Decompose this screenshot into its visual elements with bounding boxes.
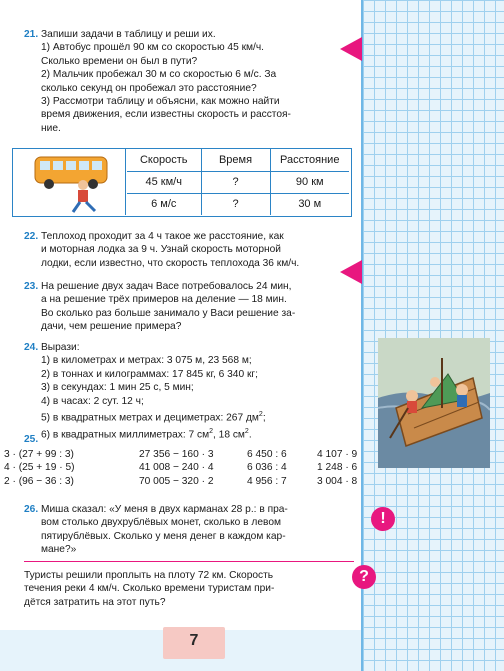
task-text: Во сколько раз больше занимало у Васи решение за- [41,307,296,319]
raft-illustration [378,338,490,468]
task-number: 23. [24,281,39,292]
task-text: Миша сказал: «У меня в двух карманах 28 р.: в пра- [41,504,288,515]
table-cell: 6 м/с [127,193,201,215]
task-text: На решение двух задач Васе потребовалось 24 мин, [41,281,292,292]
task-number: 24. [24,342,39,353]
header-distance: Расстояние [270,149,349,171]
grid-margin [361,0,504,671]
example: 4 107 · 9 [317,449,358,460]
bus-and-boy-picture [13,149,126,215]
task-text: Туристы решили проплыть на плоту 72 км. Скорость [24,570,274,581]
task-text: 1) в километрах и метрах: 3 075 м, 23 568 м; [41,355,252,367]
table-cell: 45 км/ч [127,171,201,193]
task-number: 26. [24,504,39,515]
task-number: 25. [24,434,39,445]
examples-column [247,448,287,488]
task-text: дачи, чем решение примера? [41,321,182,333]
task-text: 3) Рассмотри таблицу и объясни, как можно найти [41,96,280,108]
examples-column [317,448,357,488]
example: 2 · (96 − 36 : 3) [4,475,74,487]
alert-icon: ! [371,507,395,531]
table-cell: 90 км [270,171,349,193]
example: 3 · (27 + 99 : 3) [4,449,74,460]
question-icon: ? [352,565,376,589]
task-text: течения реки 4 км/ч. Сколько времени туристам при- [24,583,275,595]
task-text: 1) Автобус прошёл 90 км со скоростью 45 км/ч. [41,42,265,54]
page-number: 7 [163,627,225,659]
example: 4 956 : 7 [247,475,287,487]
task-text [24,408,358,425]
task-25-label [24,433,358,446]
example: 70 005 − 320 · 2 [139,475,214,487]
header-speed: Скорость [127,149,201,171]
task-text: Запиши задачи в таблицу и реши их. [41,29,216,40]
task-text: ; [262,412,266,424]
table-header-row [127,149,349,171]
task-number: 22. [24,231,39,242]
task-text: сколько секунд он пробежал это расстояние? [41,82,257,94]
task-text: Сколько времени он был в пути? [41,55,198,67]
example: 3 004 · 8 [317,475,358,487]
data-table [127,149,349,215]
task-text: дётся затратить на этот путь? [24,596,166,608]
task-23 [24,280,358,334]
task-text: 5) в квадратных метрах и дециметрах: 267 дм [41,412,259,424]
superscript: 2 [244,427,249,435]
task-text: а на решение трёх примеров на деление — 18 мин. [41,294,287,306]
task-text: и моторная лодка за 9 ч. Узнай скорость моторной [41,244,281,256]
example: 1 248 · 6 [317,462,358,474]
superscript: 2 [209,427,213,435]
table-cell: ? [201,193,270,215]
task-number: 21. [24,29,39,40]
task-text: время движения, если известны скорость и расстоя- [41,109,291,121]
example: 6 036 : 4 [247,462,287,474]
table-row [127,171,349,193]
task-text: 2) в тоннах и килограммах: 17 845 кг, 6 340 кг; [41,368,258,380]
task-text: вом столько двухрублёвых монет, сколько в левом [41,517,281,529]
task-text: пятирублёвых. Сколько у меня денег в каждом кар- [41,530,286,542]
bus-icon [13,149,125,215]
task-24 [24,341,358,442]
superscript: 2 [258,411,263,419]
task-text: Вырази: [41,342,80,353]
examples-column [4,448,75,488]
task-text: 4) в часах: 2 сут. 12 ч; [41,395,144,407]
table-cell: ? [201,171,270,193]
task-text: ние. [41,122,61,134]
task-text: , 18 см [213,429,245,441]
task-text: 3) в секундах: 1 мин 25 с, 5 мин; [41,382,194,394]
task-text: . [248,429,252,441]
task-text: лодки, если известно, что скорость теплохода 36 км/ч. [41,257,300,269]
bonus-divider [24,561,354,562]
task-22 [24,230,358,270]
task-26 [24,503,358,557]
example: 4 · (25 + 19 · 5) [4,462,75,474]
motion-table [12,148,352,217]
table-row [127,193,349,215]
task-text: мане?» [41,544,77,556]
table-cell: 30 м [270,193,349,215]
example: 6 450 : 6 [247,449,287,460]
example: 41 008 − 240 · 4 [139,462,214,474]
task-21 [24,28,358,135]
examples-column [139,448,214,488]
task-text: Теплоход проходит за 4 ч такое же расстояние, как [41,231,284,242]
example: 27 356 − 160 · 3 [139,449,214,460]
task-text: 6) в квадратных миллиметрах: 7 см [41,429,210,441]
header-time: Время [201,149,270,171]
bonus-task [24,569,358,609]
task-text: 2) Мальчик пробежал 30 м со скоростью 6 м/с. За [41,69,277,81]
